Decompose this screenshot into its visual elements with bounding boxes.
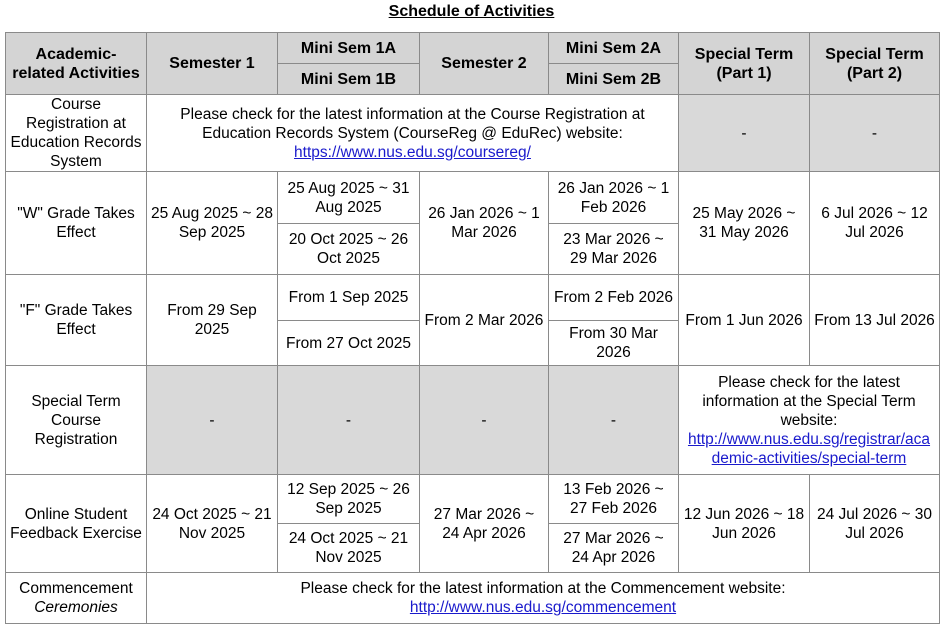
- feedback-mini-sem-1a: 12 Sep 2025 ~ 26 Sep 2025: [278, 475, 420, 524]
- course-registration-info: [147, 95, 679, 172]
- header-special-term-1: Special Term (Part 1): [679, 33, 810, 95]
- page-title: [0, 2, 943, 22]
- special-term-info: [679, 366, 940, 475]
- feedback-special-term-2: 24 Jul 2026 ~ 30 Jul 2026: [810, 475, 940, 573]
- row-label-feedback: Online Student Feedback Exercise: [6, 475, 147, 573]
- commencement-text: Please check for the latest information at the Commencement website:: [300, 580, 786, 597]
- header-semester-1: Semester 1: [147, 33, 278, 95]
- special-term-reg-mini-sem-1: -: [278, 366, 420, 475]
- feedback-mini-sem-1b: 24 Oct 2025 ~ 21 Nov 2025: [278, 524, 420, 573]
- special-term-text: Please check for the latest information at the Special Term website:: [702, 373, 916, 429]
- header-activities: Academic-related Activities: [6, 33, 147, 95]
- row-label-special-term-registration: Special Term Course Registration: [6, 366, 147, 475]
- f-grade-semester-1: From 29 Sep 2025: [147, 275, 278, 366]
- f-grade-mini-sem-2b: From 30 Mar 2026: [549, 321, 679, 366]
- table-row: [6, 95, 940, 172]
- w-grade-semester-1: 25 Aug 2025 ~ 28 Sep 2025: [147, 172, 278, 275]
- commencement-info: [147, 573, 940, 624]
- course-registration-st1: -: [679, 95, 810, 172]
- page-title-text: Schedule of Activities: [388, 3, 555, 20]
- special-term-link[interactable]: http://www.nus.edu.sg/registrar/academic-activities/special-term: [687, 430, 931, 467]
- f-grade-special-term-2: From 13 Jul 2026: [810, 275, 940, 366]
- table-row: [6, 172, 940, 224]
- header-special-term-2: Special Term (Part 2): [810, 33, 940, 95]
- table-row: [6, 366, 940, 475]
- table-row: [6, 475, 940, 524]
- table-row: [6, 573, 940, 624]
- f-grade-special-term-1: From 1 Jun 2026: [679, 275, 810, 366]
- f-grade-mini-sem-1b: From 27 Oct 2025: [278, 321, 420, 366]
- w-grade-mini-sem-1b: 20 Oct 2025 ~ 26 Oct 2025: [278, 224, 420, 275]
- special-term-reg-semester-2: -: [420, 366, 549, 475]
- header-mini-sem-2b: Mini Sem 2B: [549, 64, 679, 95]
- w-grade-mini-sem-1a: 25 Aug 2025 ~ 31 Aug 2025: [278, 172, 420, 224]
- row-label-commencement: [6, 573, 147, 624]
- table-row: [6, 275, 940, 321]
- header-mini-sem-1b: Mini Sem 1B: [278, 64, 420, 95]
- w-grade-mini-sem-2a: 26 Jan 2026 ~ 1 Feb 2026: [549, 172, 679, 224]
- commencement-link[interactable]: http://www.nus.edu.sg/commencement: [409, 599, 677, 616]
- header-mini-sem-2a: Mini Sem 2A: [549, 33, 679, 64]
- f-grade-mini-sem-2a: From 2 Feb 2026: [549, 275, 679, 321]
- f-grade-semester-2: From 2 Mar 2026: [420, 275, 549, 366]
- w-grade-special-term-1: 25 May 2026 ~ 31 May 2026: [679, 172, 810, 275]
- schedule-table: [5, 32, 940, 624]
- course-registration-text: Please check for the latest information at the Course Registration at Education Records System (CourseReg @ EduRec) website:: [180, 105, 645, 142]
- commencement-label-line1: Commencement: [19, 580, 133, 597]
- special-term-reg-semester-1: -: [147, 366, 278, 475]
- feedback-mini-sem-2b: 27 Mar 2026 ~ 24 Apr 2026: [549, 524, 679, 573]
- coursereg-link[interactable]: https://www.nus.edu.sg/coursereg/: [294, 143, 531, 161]
- w-grade-semester-2: 26 Jan 2026 ~ 1 Mar 2026: [420, 172, 549, 275]
- header-semester-2: Semester 2: [420, 33, 549, 95]
- feedback-semester-2: 27 Mar 2026 ~ 24 Apr 2026: [420, 475, 549, 573]
- course-registration-st2: -: [810, 95, 940, 172]
- row-label-course-registration: Course Registration at Education Records System: [6, 95, 147, 172]
- f-grade-mini-sem-1a: From 1 Sep 2025: [278, 275, 420, 321]
- feedback-special-term-1: 12 Jun 2026 ~ 18 Jun 2026: [679, 475, 810, 573]
- w-grade-special-term-2: 6 Jul 2026 ~ 12 Jul 2026: [810, 172, 940, 275]
- feedback-mini-sem-2a: 13 Feb 2026 ~ 27 Feb 2026: [549, 475, 679, 524]
- header-mini-sem-1a: Mini Sem 1A: [278, 33, 420, 64]
- row-label-w-grade: "W" Grade Takes Effect: [6, 172, 147, 275]
- special-term-reg-mini-sem-2: -: [549, 366, 679, 475]
- row-label-f-grade: "F" Grade Takes Effect: [6, 275, 147, 366]
- feedback-semester-1: 24 Oct 2025 ~ 21 Nov 2025: [147, 475, 278, 573]
- w-grade-mini-sem-2b: 23 Mar 2026 ~ 29 Mar 2026: [549, 224, 679, 275]
- commencement-label-line2: Ceremonies: [34, 599, 118, 616]
